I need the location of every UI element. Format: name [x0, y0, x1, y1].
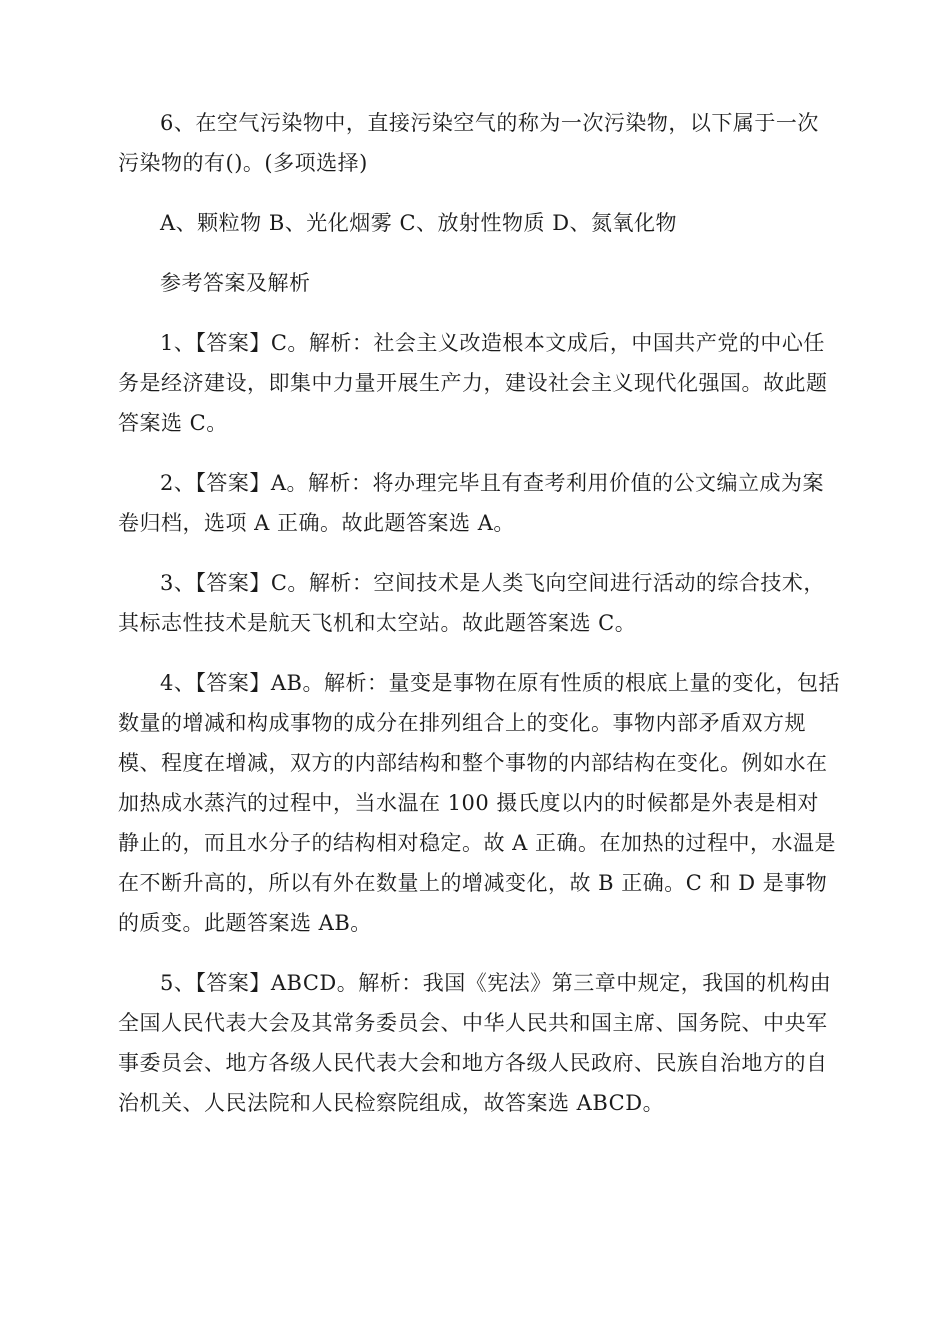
answer-2-explanation: 2、【答案】A。解析：将办理完毕且有查考利用价值的公文编立成为案卷归档，选项 A 正确。故此题答案选 A。	[118, 471, 825, 535]
question-6-options: A、颗粒物 B、光化烟雾 C、放射性物质 D、氮氧化物	[160, 211, 678, 235]
answers-heading: 参考答案及解析	[160, 271, 311, 295]
document-body	[118, 103, 840, 1143]
question-6-text: 6、在空气污染物中，直接污染空气的称为一次污染物，以下属于一次污染物的有()。(多项选择)	[118, 111, 819, 175]
answer-1-explanation: 1、【答案】C。解析：社会主义改造根本文成后，中国共产党的中心任务是经济建设，即集中力量开展生产力，建设社会主义现代化强国。故此题答案选 C。	[118, 331, 828, 435]
answer-5-explanation: 5、【答案】ABCD。解析：我国《宪法》第三章中规定，我国的机构由全国人民代表大会及其常务委员会、中华人民共和国主席、国务院、中央军事委员会、地方各级人民代表大会和地方各级人民政府、民族自治地方的自治机关、人民法院和人民检察院组成，故答案选 ABCD。	[118, 971, 832, 1115]
answer-4-explanation: 4、【答案】AB。解析：量变是事物在原有性质的根底上量的变化，包括数量的增减和构成事物的成分在排列组合上的变化。事物内部矛盾双方规模、程度在增减，双方的内部结构和整个事物的内部结构在变化。例如水在加热成水蒸汽的过程中，当水温在 100 摄氏度以内的时候都是外表是相对静止的，而且水分子的结构相对稳定。故 A 正确。在加热的过程中，水温是在不断升高的，所以有外在数量上的增减变化，故 B 正确。C 和 D 是事物的质变。此题答案选 AB。	[118, 671, 840, 935]
answer-3-explanation: 3、【答案】C。解析：空间技术是人类飞向空间进行活动的综合技术，其标志性技术是航天飞机和太空站。故此题答案选 C。	[118, 571, 825, 635]
